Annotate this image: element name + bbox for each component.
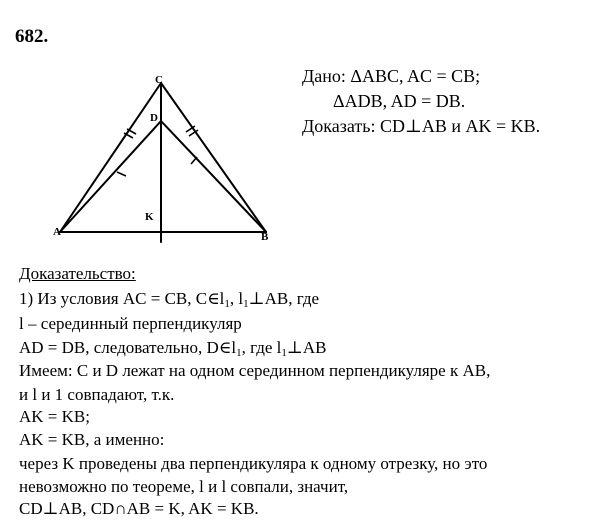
- subscript: 1: [243, 298, 249, 310]
- tick-db: [191, 157, 197, 164]
- proof-line-9: невозможно по теореме, l и l совпали, значит,: [19, 477, 349, 496]
- subscript: 1: [224, 298, 230, 310]
- label-b: B: [261, 231, 269, 243]
- proof-line-5: и l и 1 совпадают, т.к.: [19, 385, 175, 404]
- subscript: 1: [236, 347, 242, 359]
- label-c: C: [155, 74, 163, 86]
- given-line-1: Дано: ΔABC, AC = CB;: [302, 66, 481, 86]
- proof-line-2: l – серединный перпендикуляр: [19, 314, 242, 333]
- problem-number: 682.: [15, 26, 49, 47]
- proof-line-3: [19, 338, 326, 359]
- label-d: D: [150, 112, 158, 124]
- proof-line-6: AK = KB;: [19, 407, 90, 426]
- proof-line-10: CD⊥AB, CD∩AB = K, AK = KB.: [19, 499, 259, 518]
- proof-title: Доказательство:: [19, 264, 136, 283]
- given-line-2: ΔADB, AD = DB.: [333, 91, 466, 111]
- segment-ac: [60, 83, 161, 232]
- triangle-diagram: [40, 66, 290, 246]
- subscript: 1: [281, 347, 287, 359]
- tick-ad: [117, 172, 126, 176]
- proof-line-4: Имеем: C и D лежат на одном серединном перпендикуляре к AB,: [19, 361, 491, 380]
- label-a: A: [53, 226, 61, 238]
- label-k: K: [145, 211, 154, 223]
- proof-line-3-text-a: AD = DB, следовательно, D∈l: [19, 338, 237, 357]
- prove-statement: Доказать: CD⊥AB и AK = KB.: [302, 116, 541, 136]
- proof-line-3-text-c: ⊥AB: [286, 338, 327, 357]
- proof-line-1-text-b: , l: [229, 289, 244, 308]
- segment-cb: [161, 83, 266, 232]
- proof-line-1-text-c: ⊥AB, где: [248, 289, 320, 308]
- proof-line-8: через K проведены два перпендикуляра к одному отрезку, но это: [19, 454, 488, 473]
- equal-marks: [117, 126, 198, 176]
- proof-line-1-text-a: 1) Из условия AC = CB, C∈l: [19, 289, 225, 308]
- proof-line-3-text-b: , где l: [241, 338, 282, 357]
- proof-line-1: [19, 289, 319, 310]
- proof-line-7: AK = KB, а именно:: [19, 430, 165, 449]
- segment-db: [161, 121, 266, 232]
